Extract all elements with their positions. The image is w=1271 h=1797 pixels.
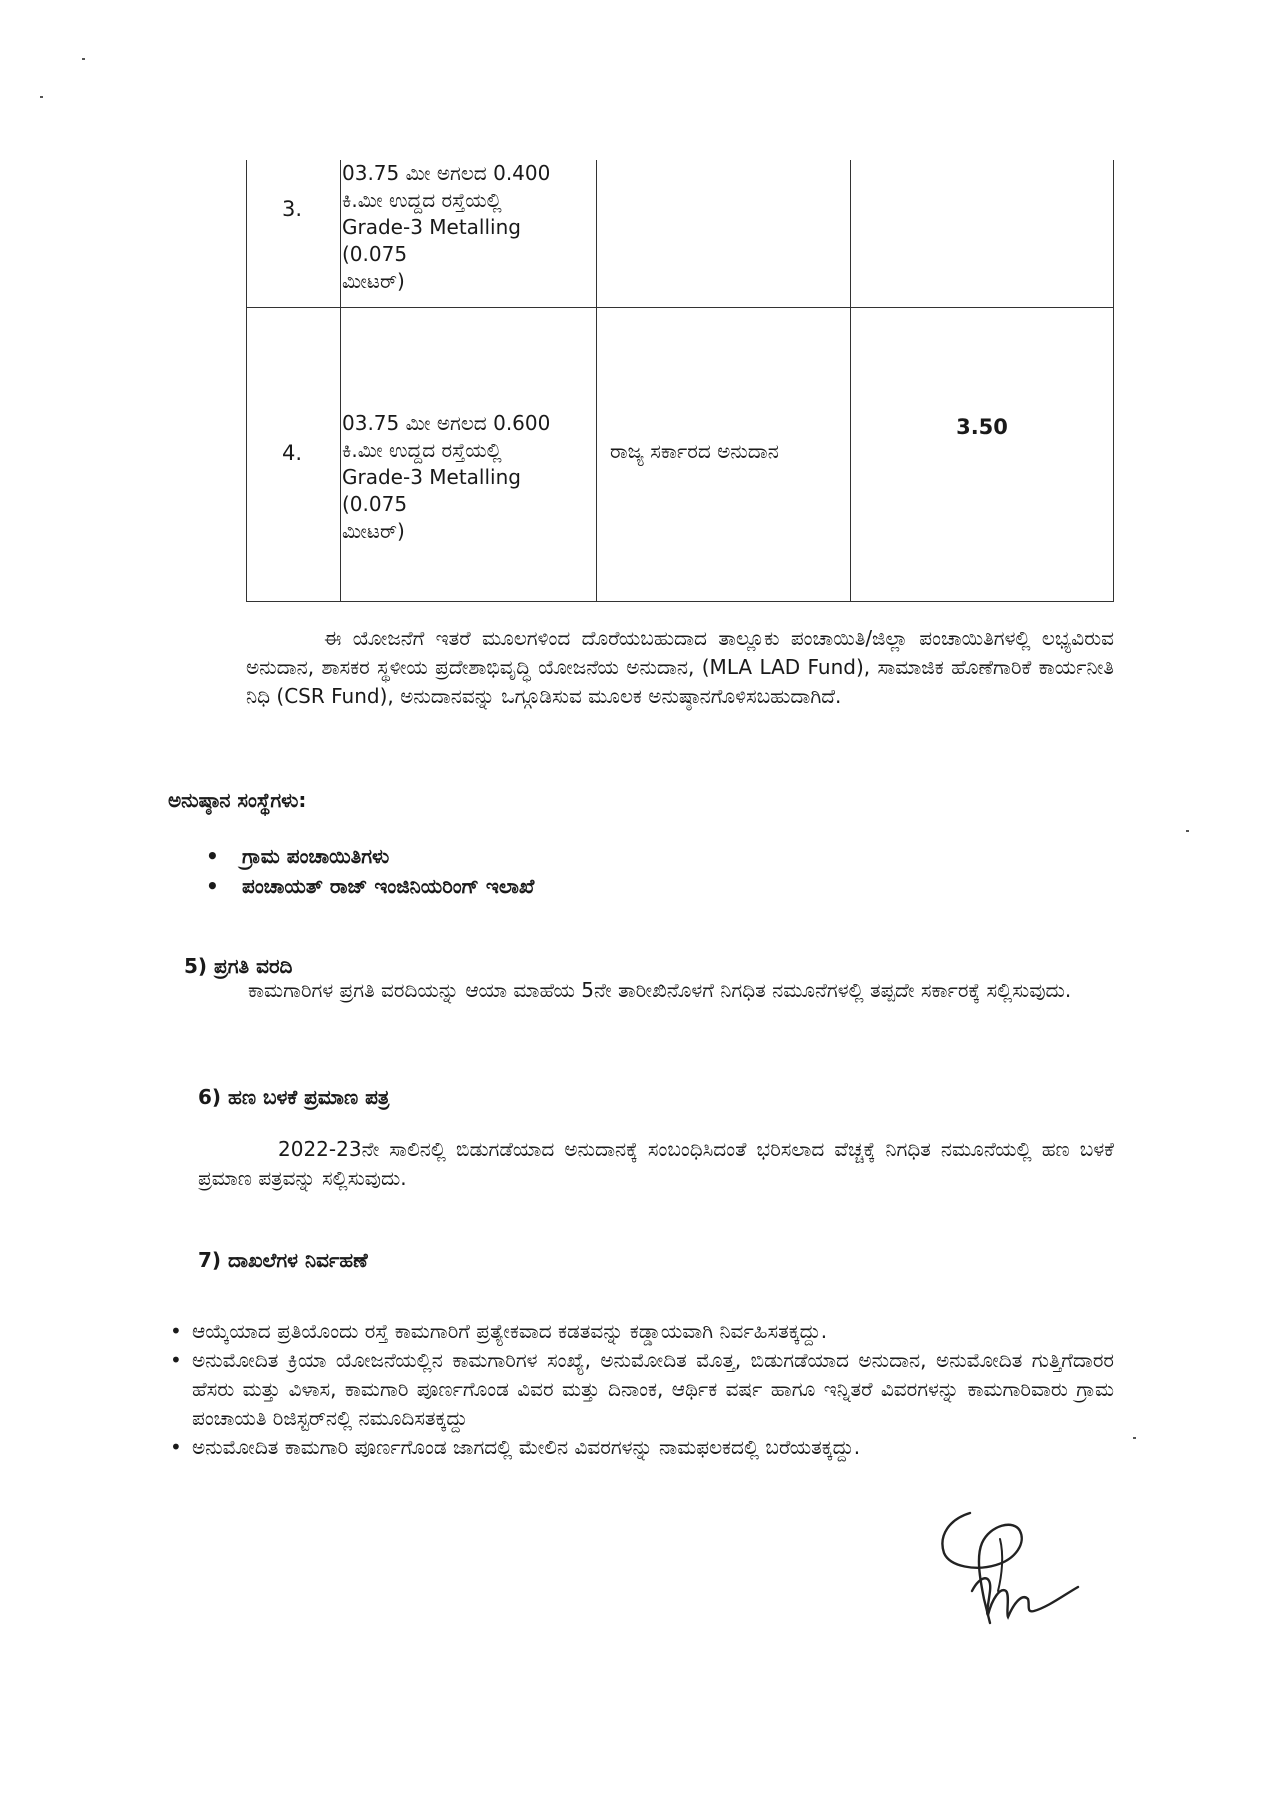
row-amount: 3.50	[956, 415, 1008, 439]
list-item: • ಅನುಮೋದಿತ ಕ್ರಿಯಾ ಯೋಜನೆಯಲ್ಲಿನ ಕಾಮಗಾರಿಗಳ ಸಂಖ್ಯೆ, ಅನುಮೋದಿತ ಮೊತ್ತ, ಬಿಡುಗಡೆಯಾದ ಅನುದಾನ, ಅನುಮೋದಿತ ಗುತ್ತಿಗೆದಾರರ ಹೆಸರು ಮತ್ತು ವಿಳಾಸ, ಕಾಮಗಾರಿ ಪೂರ್ಣಗೊಂಡ ವಿವರ ಮತ್ತು ದಿನಾಂಕ, ಆರ್ಥಿಕ ವರ್ಷ ಹಾಗೂ ಇನ್ನಿತರೆ ವಿವರಗಳನ್ನು ಕಾಮಗಾರಿವಾರು ಗ್ರಾಮ ಪಂಚಾಯತಿ ರಿಜಿಸ್ಟರ್‌ನಲ್ಲಿ ನಮೂದಿಸತಕ್ಕದ್ದು	[170, 1346, 1114, 1433]
work-line: ಕಿ.ಮೀ ಉದ್ದದ ರಸ್ತೆಯಲ್ಲಿ	[342, 188, 502, 212]
work-line: Grade-3 Metalling (0.075	[342, 215, 521, 266]
table-border	[246, 307, 1114, 308]
table-border	[1113, 160, 1114, 602]
section-7-heading: 7) ದಾಖಲೆಗಳ ನಿರ್ವಹಣೆ	[198, 1248, 368, 1272]
section-6-heading: 6) ಹಣ ಬಳಕೆ ಪ್ರಮಾಣ ಪತ್ರ	[198, 1085, 390, 1109]
row-work-description	[342, 410, 592, 545]
work-line: Grade-3 Metalling (0.075	[342, 465, 521, 516]
table-border	[246, 601, 1114, 602]
works-table	[246, 160, 1114, 602]
scan-speck	[40, 96, 43, 98]
table-border	[596, 160, 597, 602]
handwritten-signature	[930, 1495, 1100, 1635]
work-line: 03.75 ಮೀ ಅಗಲದ 0.400	[342, 161, 551, 185]
scan-speck	[1186, 830, 1189, 832]
list-item: • ಪಂಚಾಯತ್ ರಾಜ್ ಇಂಜಿನಿಯರಿಂಗ್ ಇಲಾಖೆ	[206, 871, 906, 901]
work-line: ಕಿ.ಮೀ ಉದ್ದದ ರಸ್ತೆಯಲ್ಲಿ	[342, 438, 502, 462]
list-item: • ಗ್ರಾಮ ಪಂಚಾಯಿತಿಗಳು	[206, 841, 906, 871]
work-line: 03.75 ಮೀ ಅಗಲದ 0.600	[342, 411, 551, 435]
list-item: • ಆಯ್ಕೆಯಾದ ಪ್ರತಿಯೊಂದು ರಸ್ತೆ ಕಾಮಗಾರಿಗೆ ಪ್ರತ್ಯೇಕವಾದ ಕಡತವನ್ನು ಕಡ್ಡಾಯವಾಗಿ ನಿರ್ವಹಿಸತಕ್ಕದ್ದು.	[170, 1317, 1114, 1346]
scan-speck	[1133, 1437, 1136, 1439]
work-line: ಮೀಟರ್)	[342, 269, 405, 293]
table-border	[340, 160, 341, 602]
section-5-heading: 5) ಪ್ರಗತಿ ವರದಿ	[184, 954, 293, 978]
agencies-list	[206, 841, 906, 901]
row-funding-source: ರಾಜ್ಯ ಸರ್ಕಾರದ ಅನುದಾನ	[610, 439, 779, 463]
records-list	[170, 1317, 1114, 1462]
table-border	[850, 160, 851, 602]
section-6-body: 2022-23ನೇ ಸಾಲಿನಲ್ಲಿ ಬಿಡುಗಡೆಯಾದ ಅನುದಾನಕ್ಕೆ ಸಂಬಂಧಿಸಿದಂತೆ ಭರಿಸಲಾದ ವೆಚ್ಚಕ್ಕೆ ನಿಗಧಿತ ನಮೂನೆಯಲ್ಲಿ ಹಣ ಬಳಕೆ ಪ್ರಮಾಣ ಪತ್ರವನ್ನು ಸಲ್ಲಿಸುವುದು.	[198, 1137, 1114, 1190]
section-5-body: ಕಾಮಗಾರಿಗಳ ಪ್ರಗತಿ ವರದಿಯನ್ನು ಆಯಾ ಮಾಹೆಯ 5ನೇ ತಾರೀಖಿನೊಳಗೆ ನಿಗಧಿತ ನಮೂನೆಗಳಲ್ಲಿ ತಪ್ಪದೇ ಸರ್ಕಾರಕ್ಕೆ ಸಲ್ಲಿಸುವುದು.	[248, 978, 1072, 1002]
table-border	[246, 160, 247, 602]
row-work-description	[342, 160, 592, 295]
agencies-heading: ಅನುಷ್ಠಾನ ಸಂಸ್ಥೆಗಳು:	[168, 788, 307, 812]
list-item: • ಅನುಮೋದಿತ ಕಾಮಗಾರಿ ಪೂರ್ಣಗೊಂಡ ಜಾಗದಲ್ಲಿ ಮೇಲಿನ ವಿವರಗಳನ್ನು ನಾಮಫಲಕದಲ್ಲಿ ಬರೆಯತಕ್ಕದ್ದು.	[170, 1433, 1114, 1462]
row-serial: 4.	[282, 441, 303, 465]
funding-paragraph: ಈ ಯೋಜನೆಗೆ ಇತರೆ ಮೂಲಗಳಿಂದ ದೊರೆಯಬಹುದಾದ ತಾಲ್ಲೂಕು ಪಂಚಾಯಿತಿ/ಜಿಲ್ಲಾ ಪಂಚಾಯಿತಿಗಳಲ್ಲಿ ಲಭ್ಯವಿರುವ ಅನುದಾನ, ಶಾಸಕರ ಸ್ಥಳೀಯ ಪ್ರದೇಶಾಭಿವೃದ್ಧಿ ಯೋಜನೆಯ ಅನುದಾನ, (MLA LAD Fund), ಸಾಮಾಜಿಕ ಹೊಣೆಗಾರಿಕೆ ಕಾರ್ಯನೀತಿ ನಿಧಿ (CSR Fund), ಅನುದಾನವನ್ನು ಒಗ್ಗೂಡಿಸುವ ಮೂಲಕ ಅನುಷ್ಠಾನಗೊಳಿಸಬಹುದಾಗಿದೆ.	[246, 626, 1114, 708]
scan-speck	[82, 58, 85, 60]
row-serial: 3.	[282, 197, 303, 221]
work-line: ಮೀಟರ್)	[342, 519, 405, 543]
